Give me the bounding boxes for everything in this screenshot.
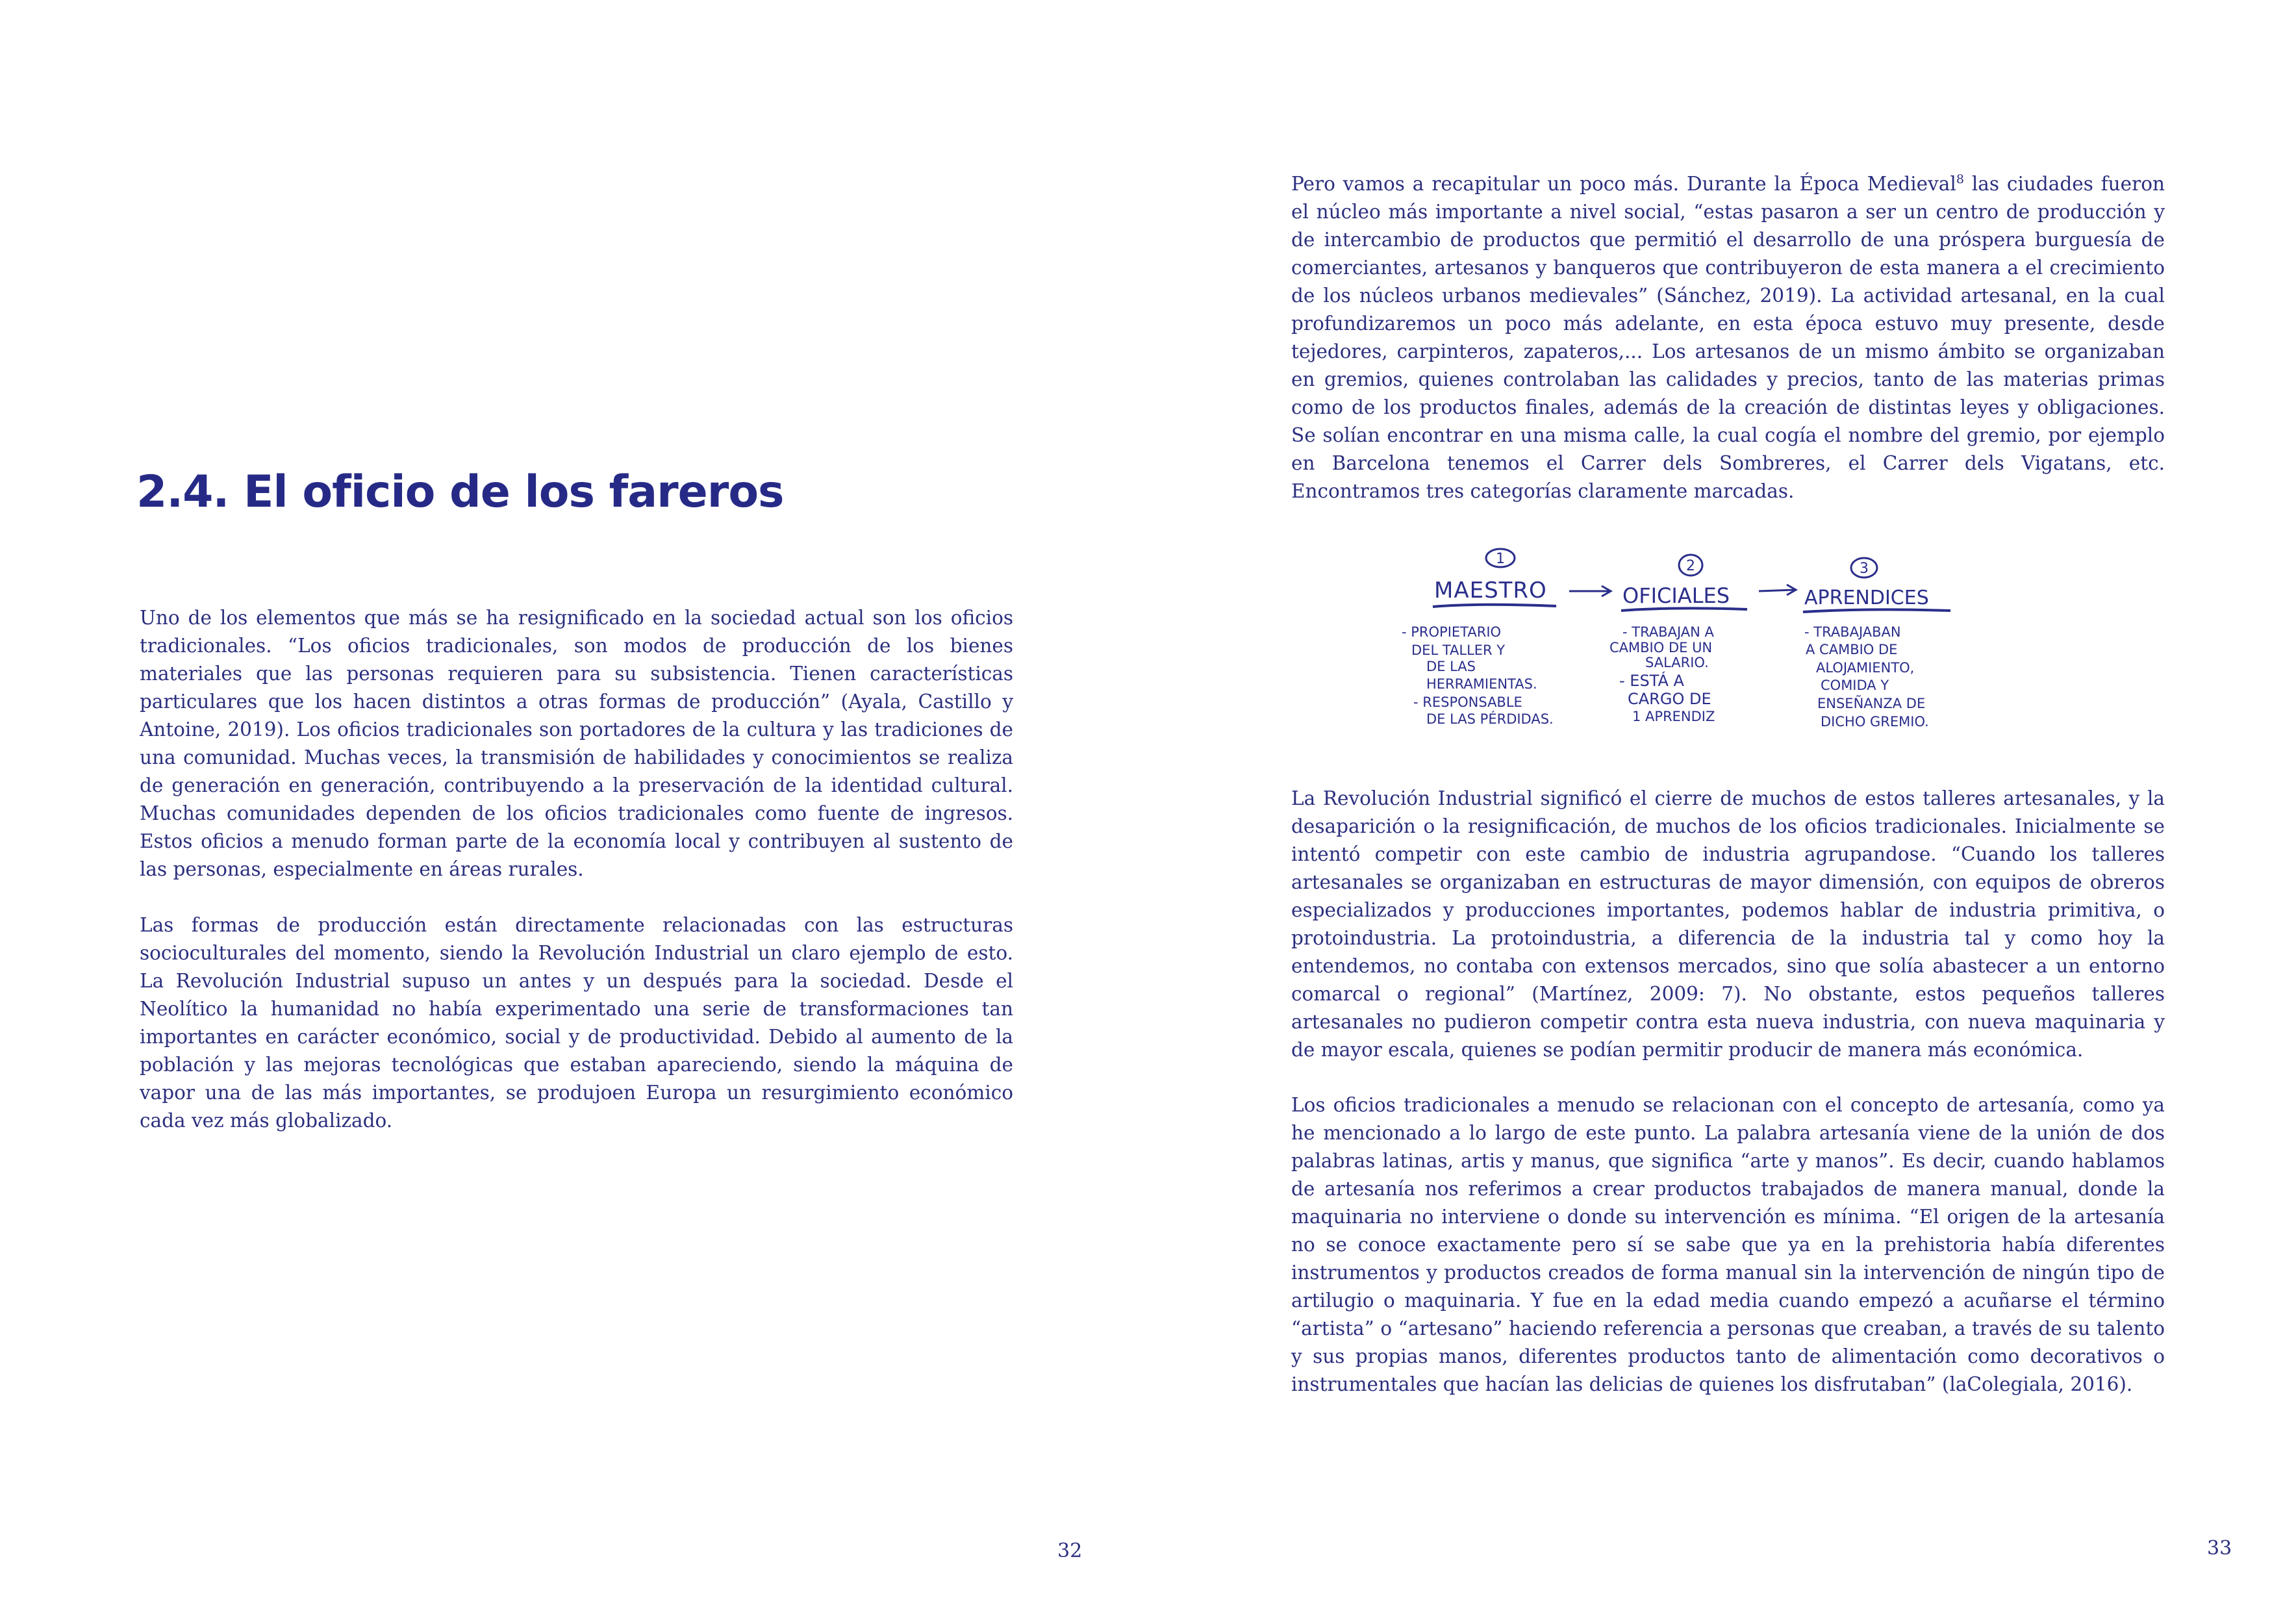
title-underline-1 [1433, 605, 1556, 607]
left-paragraph-1: Uno de los elementos que más se ha resignificado en la sociedad actual son los oficios tradicionales. “Los oficios tradicionales, son modos de producción de los bienes materiales que las personas requieren para su subsistencia. Tienen características particulares que los hacen distintos a otras formas de producción” (Ayala, Castillo y Antoine, 2019). Los oficios tradicionales son portadores de la cultura y las tradiciones de una comunidad. Muchas veces, la transmisión de habilidades y conocimientos se realiza de generación en generación, contribuyendo a la preservación de la identidad cultural. Muchas comunidades dependen de los oficios tradicionales como fuente de ingresos. Estos oficios a menudo forman parte de la economía local y contribuyen al sustento de las personas, especialmente en áreas rurales. [140, 607, 1013, 880]
note-1-6: DE LAS PÉRDIDAS. [1426, 711, 1554, 727]
left-paragraph-2: Las formas de producción están directamente relacionadas con las estructuras socioculturales del momento, siendo la Revolución Industrial un claro ejemplo de esto. La Revolución Industrial supuso un antes y un después para la sociedad. Desde el Neolítico la humanidad no había experimentado una serie de transformaciones tan importantes en carácter económico, social y de productividad. Debido al aumento de la población y las mejoras tecnológicas que estaban apareciendo, siendo la máquina de vapor una de las más importantes, se produjoen Europa un resurgimiento económico cada vez más globalizado. [140, 914, 1013, 1132]
column-title-2: OFICIALES [1622, 583, 1730, 608]
note-1-5: - RESPONSABLE [1413, 694, 1522, 710]
note-1-2: DEL TALLER Y [1411, 642, 1506, 658]
page-number-right: 33 [2207, 1537, 2232, 1560]
note-2-6: 1 APRENDIZ [1632, 709, 1715, 724]
diagram-column-maestro [1402, 549, 1556, 727]
right-paragraph-1 [1291, 170, 2165, 505]
note-2-3: SALARIO. [1645, 655, 1709, 670]
diagram-column-oficiales [1609, 555, 1747, 724]
right-paragraph-1-part-a: Pero vamos a recapitular un poco más. Durante la Época Medieval [1291, 173, 1956, 195]
note-1-4: HERRAMIENTAS. [1426, 676, 1537, 692]
arrow-1 [1569, 586, 1611, 596]
note-3-4: COMIDA Y [1821, 678, 1889, 693]
column-title-3: APRENDICES [1804, 587, 1929, 609]
note-2-5: CARGO DE [1628, 690, 1711, 708]
note-2-2: CAMBIO DE UN [1609, 640, 1713, 655]
note-3-2: A CAMBIO DE [1806, 642, 1898, 657]
column-number-1: 1 [1496, 551, 1505, 567]
diagram-column-aprendices [1803, 558, 1950, 730]
arrow-2 [1759, 585, 1796, 595]
column-number-2: 2 [1686, 558, 1695, 574]
note-2-4: - ESTÁ A [1619, 672, 1684, 690]
note-3-5: ENSEÑANZA DE [1817, 696, 1926, 711]
section-heading: 2.4. El oficio de los fareros [136, 466, 784, 518]
note-1-3: DE LAS [1426, 659, 1476, 674]
note-3-1: - TRABAJABAN [1804, 624, 1901, 640]
title-underline-3 [1803, 609, 1950, 612]
right-paragraph-1-part-b: las ciudades fueron el núcleo más importante a nivel social, “estas pasaron a ser un centro de producción y de intercambio de productos que permitió el desarrollo de una próspera burguesía de comerciantes, artesanos y banqueros que contribuyeron de esta manera a el crecimiento de los núcleos urbanos medievales” (Sánchez, 2019). La actividad artesanal, en la cual profundizaremos un poco más adelante, en esta época estuvo muy presente, desde tejedores, carpinteros, zapateros,... Los artesanos de un mismo ámbito se organizaban en gremios, quienes controlaban las calidades y precios, tanto de las materias primas como de los productos finales, además de la creación de distintas leyes y obligaciones. Se solían encontrar en una misma calle, la cual cogía el nombre del gremio, por ejemplo en Barcelona tenemos el Carrer dels Sombreres, el Carrer dels Vigatans, etc. Encontramos tres categorías claramente marcadas. [1291, 173, 2165, 502]
column-title-1: MAESTRO [1434, 577, 1547, 603]
hierarchy-diagram [1402, 539, 2051, 747]
note-3-3: ALOJAMIENTO, [1816, 660, 1915, 676]
page-number-left: 32 [1057, 1540, 1083, 1562]
note-1-1: - PROPIETARIO [1402, 624, 1502, 640]
right-paragraph-3: Los oficios tradicionales a menudo se relacionan con el concepto de artesanía, como ya he mencionado a lo largo de este punto. La palabra artesanía viene de la unión de dos palabras latinas, artis y manus, que significa “arte y manos”. Es decir, cuando hablamos de artesanía nos referimos a crear productos trabajados de manera manual, donde la maquinaria no interviene o donde su intervención es mínima. “El origen de la artesanía no se conoce exactamente pero sí se sabe que ya en la prehistoria había diferentes instrumentos y productos creados de forma manual sin la intervención de ningún tipo de artilugio o maquinaria. Y fue en la edad media cuando empezó a acuñarse el término “artista” o “artesano” haciendo referencia a personas que creaban, a través de su talento y sus propias manos, diferentes productos tanto de alimentación como decorativos o instrumentales que hacían las delicias de quienes los disfrutaban” (laColegiala, 2016). [1291, 1094, 2165, 1395]
right-paragraph-2: La Revolución Industrial significó el cierre de muchos de estos talleres artesanales, y la desaparición o la resignificación, de muchos de los oficios tradicionales. Inicialmente se intentó competir con este cambio de industria agrupandose. “Cuando los talleres artesanales se organizaban en estructuras de mayor dimensión, con equipos de obreros especializados y producciones importantes, podemos hablar de industria primitiva, o protoindustria. La protoindustria, a diferencia de la industria tal y como hoy la entendemos, no contaba con extensos mercados, sino que solía abastecer a un entorno comarcal o regional” (Martínez, 2009: 7). No obstante, estos pequeños talleres artesanales no pudieron competir contra esta nueva industria, con nueva maquinaria y de mayor escala, quienes se podían permitir producir de manera más económica. [1291, 787, 2165, 1061]
title-underline-2 [1621, 608, 1747, 611]
right-page [1148, 0, 2296, 1624]
column-number-3: 3 [1860, 561, 1869, 577]
note-2-1: - TRABAJAN A [1622, 624, 1714, 640]
note-3-6: DICHO GREMIO. [1821, 714, 1929, 730]
footnote-ref: 8 [1956, 172, 1964, 187]
